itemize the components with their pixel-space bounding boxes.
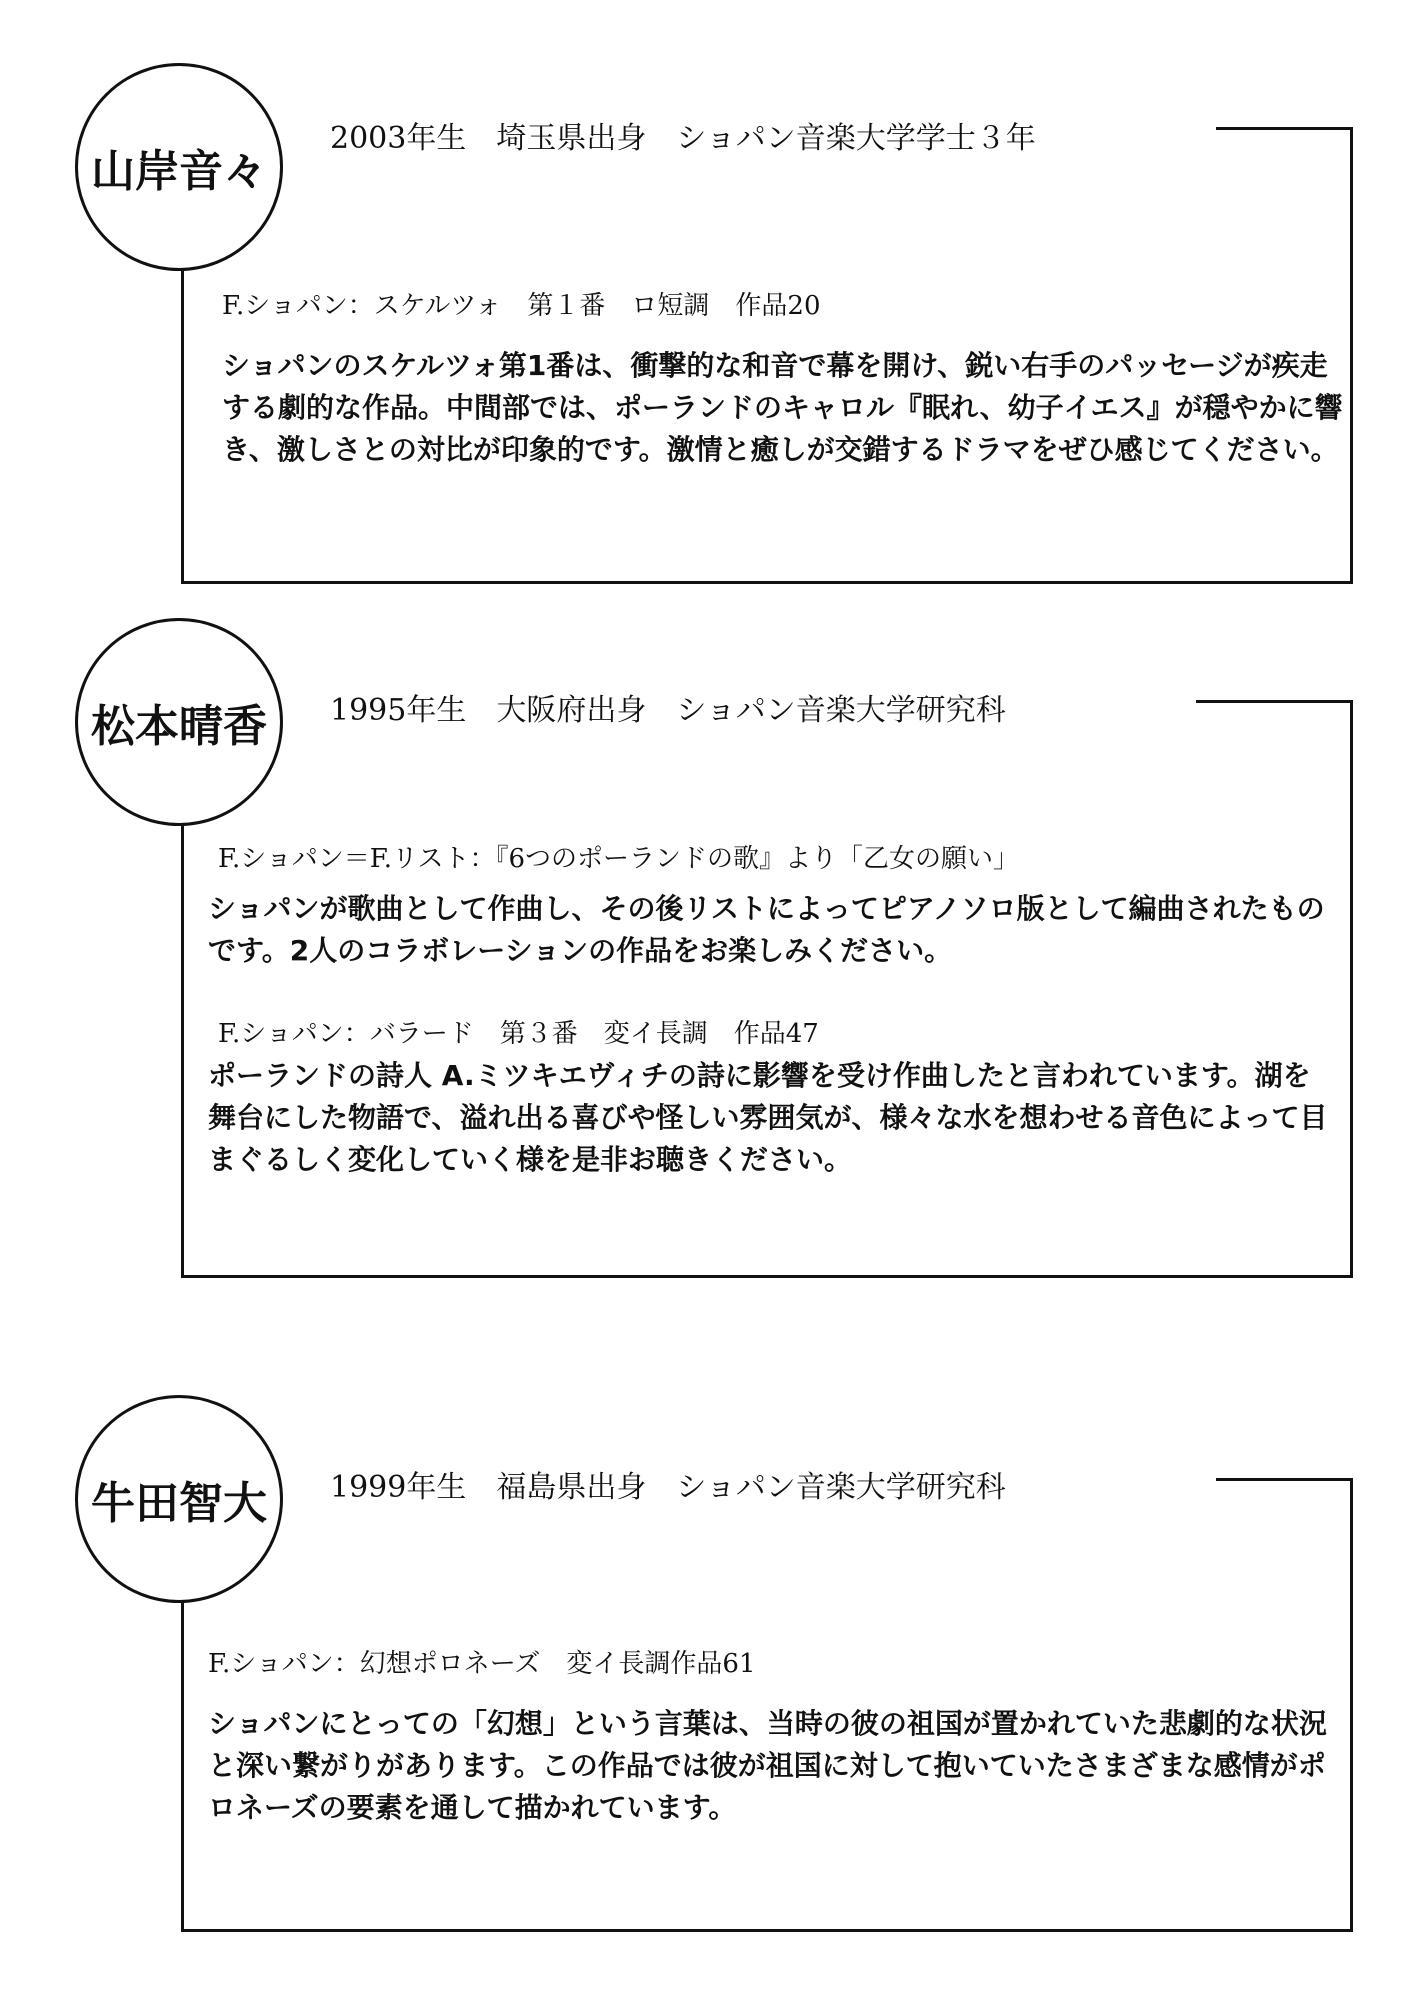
piece-title: F.ショパン：スケルツォ 第１番 ロ短調 作品20 — [222, 291, 821, 321]
performer-avatar-circle — [75, 63, 283, 271]
piece-title: F.ショパン＝F.リスト：『6つのポーランドの歌』より「乙女の願い」 — [218, 844, 1020, 874]
piece-description: ショパンが歌曲として作曲し、その後リストによってピアノソロ版として編曲されたものです。2人のコラボレーションの作品をお楽しみください。 — [208, 892, 1325, 967]
performer-avatar-circle — [75, 1395, 283, 1603]
performer-name: 牛田智大 — [91, 1478, 267, 1529]
performer-avatar-circle — [75, 618, 283, 826]
piece-title: F.ショパン：バラード 第３番 変イ長調 作品47 — [218, 1019, 819, 1049]
performer-name: 山岸音々 — [91, 146, 267, 197]
piece-title: F.ショパン：幻想ポロネーズ 変イ長調作品61 — [208, 1649, 756, 1679]
card-frame — [181, 700, 1353, 1278]
performer-info: 1999年生 福島県出身 ショパン音楽大学研究科 — [330, 1470, 1006, 1505]
performer-info: 2003年生 埼玉県出身 ショパン音楽大学学士３年 — [330, 121, 1036, 156]
piece-description: ショパンにとっての「幻想」という言葉は、当時の彼の祖国が置かれていた悲劇的な状況と深い繋がりがあります。この作品では彼が祖国に対して抱いていたさまざまな感情がポロネーズの要素を通して描かれています。 — [208, 1707, 1327, 1824]
piece-description: ショパンのスケルツォ第1番は、衝撃的な和音で幕を開け、鋭い右手のパッセージが疾走する劇的な作品。中間部では、ポーランドのキャロル『眠れ、幼子イエス』が穏やかに響き、激しさとの対比が印象的です。激情と癒しが交錯するドラマをぜひ感じてください。 — [222, 349, 1343, 466]
performer-name: 松本晴香 — [91, 701, 267, 752]
piece-description: ポーランドの詩人 A.ミツキエヴィチの詩に影響を受け作曲したと言われています。湖を舞台にした物語で、溢れ出る喜びや怪しい雰囲気が、様々な水を想わせる音色によって目まぐるしく変化していく様を是非お聴きください。 — [208, 1059, 1328, 1176]
performer-info: 1995年生 大阪府出身 ショパン音楽大学研究科 — [330, 693, 1006, 728]
